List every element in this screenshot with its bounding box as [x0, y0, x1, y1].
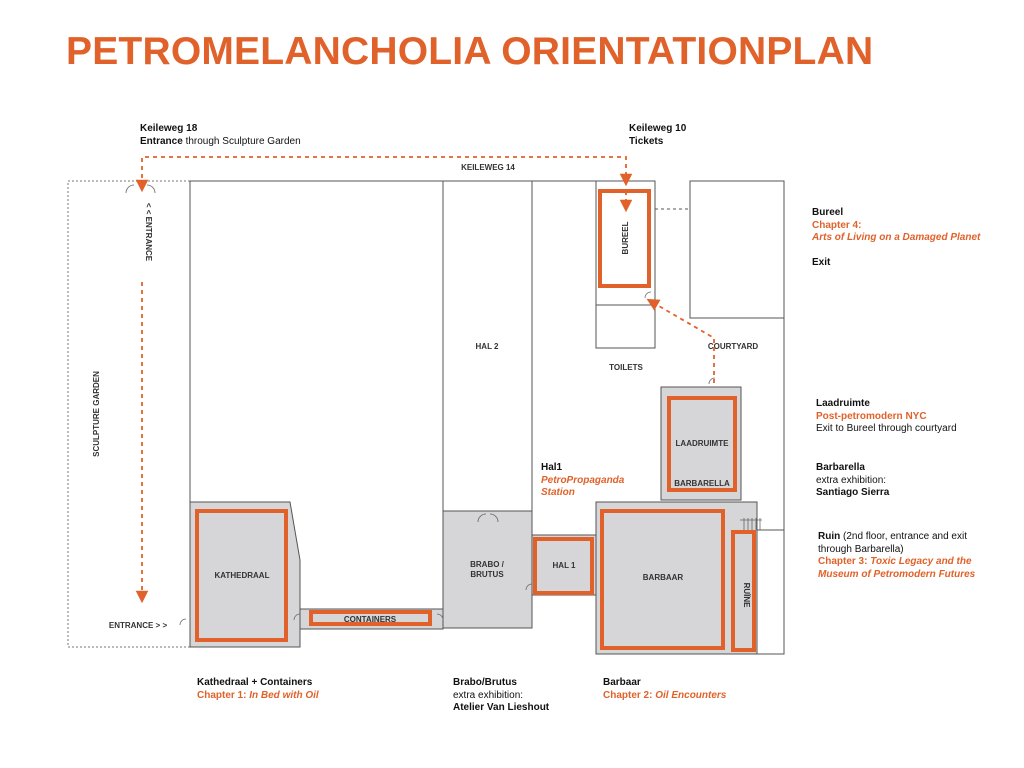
brabo-label-1: BRABO / — [470, 560, 504, 569]
legend-barbarella: Barbarella extra exhibition: Santiago Sierra — [816, 462, 890, 498]
toilets-label: TOILETS — [609, 363, 643, 372]
sculpture-garden-area — [68, 181, 190, 647]
legend-barbaar: Barbaar Chapter 2: Oil Encounters — [603, 677, 727, 701]
barbarella-label: BARBARELLA — [674, 479, 730, 488]
street-label: KEILEWEG 14 — [461, 163, 515, 172]
entrance-keileweg18: Keileweg 18 Entrance through Sculpture Garden — [140, 123, 301, 147]
legend-brabo: Brabo/Brutus extra exhibition: Atelier Van Lieshout — [453, 677, 550, 713]
door-icon — [645, 292, 651, 298]
containers-label: CONTAINERS — [343, 615, 397, 624]
brabo-label-2: BRUTUS — [470, 570, 504, 579]
legend-laadruimte: Laadruimte Post-petromodern NYC Exit to Bureel through courtyard — [816, 398, 957, 434]
laadruimte-label: LAADRUIMTE — [675, 439, 729, 448]
page-title: PETROMELANCHOLIA ORIENTATIONPLAN — [66, 30, 874, 73]
legend-ruin: Ruin (2nd floor, entrance and exit through Barbarella) Chapter 3: Toxic Legacy and the Museum of Petromodern Futures — [818, 531, 976, 580]
sculpture-garden-label: SCULPTURE GARDEN — [92, 371, 101, 457]
route-top-line — [142, 157, 626, 186]
entrance-side-label: < < ENTRANCE — [144, 202, 153, 262]
door-icon — [126, 185, 155, 193]
barbaar-label: BARBAAR — [642, 573, 684, 582]
door-icon — [180, 619, 186, 625]
kathedraal-label: KATHEDRAAL — [214, 571, 270, 580]
legend-bureel: Bureel Chapter 4: Arts of Living on a Damaged Planet Exit — [812, 207, 981, 268]
hal2-label: HAL 2 — [475, 342, 499, 351]
east-building — [690, 181, 784, 318]
entrance-keileweg10: Keileweg 10 Tickets — [629, 123, 687, 147]
legend-kathedraal: Kathedraal + Containers Chapter 1: In Bed with Oil — [197, 677, 319, 701]
bureel-label: BUREEL — [621, 221, 630, 255]
toilets-block — [596, 305, 655, 348]
ruine-annex — [757, 530, 784, 654]
ruine-label: RUÏNE — [742, 582, 751, 608]
entrance-bottom-label: ENTRANCE > > — [108, 621, 168, 630]
courtyard-label: COURTYARD — [707, 342, 759, 351]
hal1-label: HAL 1 — [552, 561, 576, 570]
route-courtyard — [652, 302, 714, 383]
legend-hal1: Hal1 PetroPropaganda Station — [541, 462, 625, 498]
